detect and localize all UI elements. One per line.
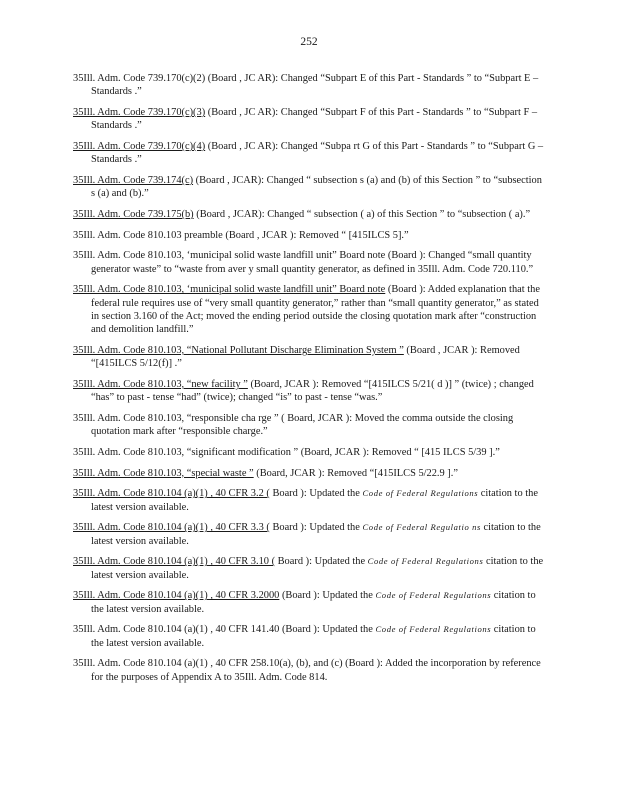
- amendment-entry: [73, 589, 546, 616]
- entry-text: Board ): Updated the: [275, 556, 368, 568]
- entry-citation: 35Ill. Adm. Code 739.170(c)(2): [73, 73, 206, 84]
- entry-citation: 35Ill. Adm. Code 810.104 (a)(1) , 40 CFR 3.2 (: [73, 488, 270, 500]
- entry-text: (Board ): Updated the: [279, 624, 376, 636]
- amendment-entry: [73, 446, 546, 459]
- amendment-entry: [73, 412, 546, 439]
- amendment-entry: [73, 72, 546, 99]
- amendment-entry: [73, 467, 546, 480]
- entry-citation: 35Ill. Adm. Code 810.103, “new facility ”: [73, 379, 248, 390]
- amendment-entry: [73, 249, 546, 276]
- amendment-entry: [73, 229, 546, 242]
- entry-citation: 35Ill. Adm. Code 739.170(c)(3): [73, 107, 206, 118]
- entry-text: (Board , JCAR): Changed “ subsection s (a) and (b) of this Section ” to “subsection s (a) and (b).”: [91, 175, 542, 200]
- amendment-entry: [73, 283, 546, 337]
- entry-italic-title: Code of Federal Regulations: [362, 488, 479, 499]
- entry-text-tail: citation to the latest version available.: [91, 556, 544, 581]
- entry-italic-title: Code of Federal Regulations: [367, 556, 484, 567]
- amendment-entry: [73, 378, 546, 405]
- entry-text-tail: citation to the latest version available.: [91, 624, 536, 649]
- entry-citation: 35Ill. Adm. Code 810.104 (a)(1) , 40 CFR 3.10 (: [73, 556, 276, 568]
- entry-citation: 35Ill. Adm. Code 810.103 preamble: [73, 229, 223, 241]
- amendment-entry: [73, 521, 546, 548]
- entries-list: [73, 72, 546, 691]
- entry-citation: 35Ill. Adm. Code 810.104 (a)(1) , 40 CFR 3.2000: [73, 590, 280, 602]
- entry-text-tail: citation to the latest version available.: [91, 590, 536, 615]
- entry-citation: 35Ill. Adm. Code 810.103, “special waste ”: [73, 467, 254, 479]
- entry-citation: 35Ill. Adm. Code 739.174(c): [73, 175, 194, 186]
- entry-citation: 35Ill. Adm. Code 810.103, ‘municipal solid waste landfill unit” Board note: [73, 250, 386, 262]
- amendment-entry: [73, 140, 546, 167]
- entry-citation: 35Ill. Adm. Code 739.170(c)(4): [73, 141, 206, 152]
- entry-citation: 35Ill. Adm. Code 810.104 (a)(1) , 40 CFR 258.10(a), (b), and (c): [73, 658, 343, 670]
- entry-citation: 35Ill. Adm. Code 739.175(b): [73, 209, 194, 220]
- entry-text: (Board ): Changed “small quantity generator waste” to “waste from aver y small quantity generator, as defined in 35Ill. Adm. Code 720.110.”: [91, 250, 534, 275]
- amendment-entry: [73, 657, 546, 684]
- amendment-entry: [73, 174, 546, 201]
- entry-citation: 35Ill. Adm. Code 810.103, “responsible cha rge ”: [73, 413, 279, 424]
- entry-text: ( Board, JCAR ): Moved the comma outside the closing quotation mark after “responsible charge.”: [91, 413, 514, 438]
- amendment-entry: [73, 208, 546, 221]
- entry-citation: 35Ill. Adm. Code 810.103, “National Pollutant Discharge Elimination System ”: [73, 345, 404, 356]
- entry-italic-title: Code of Federal Regulations: [375, 590, 492, 601]
- entry-text: Board ): Updated the: [269, 488, 363, 500]
- entry-citation: 35Ill. Adm. Code 810.104 (a)(1) , 40 CFR 141.40: [73, 624, 280, 636]
- amendment-entry: [73, 344, 546, 371]
- entry-text: (Board , JC AR): Changed “Subpart F of this Part - Standards ” to “Subpart F – Standards .”: [91, 107, 538, 132]
- entry-italic-title: Code of Federal Regulatio ns: [362, 522, 481, 533]
- amendment-entry: [73, 555, 546, 582]
- entry-text: (Board ): Added explanation that the federal rule requires use of “very small quantity generator,” rather than “small quantity generator,” as stated in section 3.160 of the Act; moved the ending period outside the closing quotation mark after “construction and demolition landfill.”: [91, 284, 540, 336]
- entry-text: (Board , JCAR ): Removed “ [415ILCS 5].”: [222, 229, 409, 241]
- entry-text: (Board , JCAR ): Removed “[415ILCS 5/12(f)] .”: [91, 345, 520, 370]
- entry-text-tail: citation to the latest version available.: [91, 522, 541, 547]
- amendment-entry: [73, 623, 546, 650]
- amendment-entry: [73, 106, 546, 133]
- entry-citation: 35Ill. Adm. Code 810.104 (a)(1) , 40 CFR 3.3 (: [73, 522, 270, 534]
- entry-text: (Board, JCAR ): Removed “[415ILCS 5/22.9 ].”: [253, 467, 458, 479]
- page-number: 252: [300, 36, 318, 48]
- entry-text: (Board ): Added the incorporation by reference for the purposes of Appendix A to 35Ill. Adm. Code 814.: [91, 658, 541, 683]
- entry-text: (Board , JC AR): Changed “Subpa rt G of this Part - Standards ” to “Subpart G – Standards .”: [91, 141, 544, 166]
- amendment-entry: [73, 487, 546, 514]
- entry-text: (Board, JCAR ): Removed “[415ILCS 5/21( d )] ” (twice) ; changed “has” to past - tense “had” (twice); changed “is” to past - tense “was.”: [91, 379, 534, 404]
- entry-text: (Board, JCAR ): Removed “ [415 ILCS 5/39 ].”: [298, 447, 500, 458]
- entry-text-tail: citation to the latest version available.: [91, 488, 538, 513]
- entry-text: Board ): Updated the: [269, 522, 363, 534]
- entry-citation: 35Ill. Adm. Code 810.103, ‘municipal solid waste landfill unit” Board note: [73, 284, 386, 296]
- entry-citation: 35Ill. Adm. Code 810.103, “significant modification ”: [73, 447, 299, 458]
- entry-italic-title: Code of Federal Regulations: [375, 624, 492, 635]
- entry-text: (Board , JC AR): Changed “Subpart E of this Part - Standards ” to “Subpart E – Standards .”: [91, 73, 539, 98]
- entry-text: (Board ): Updated the: [279, 590, 376, 602]
- entry-text: (Board , JCAR): Changed “ subsection ( a) of this Section ” to “subsection ( a).”: [193, 209, 531, 220]
